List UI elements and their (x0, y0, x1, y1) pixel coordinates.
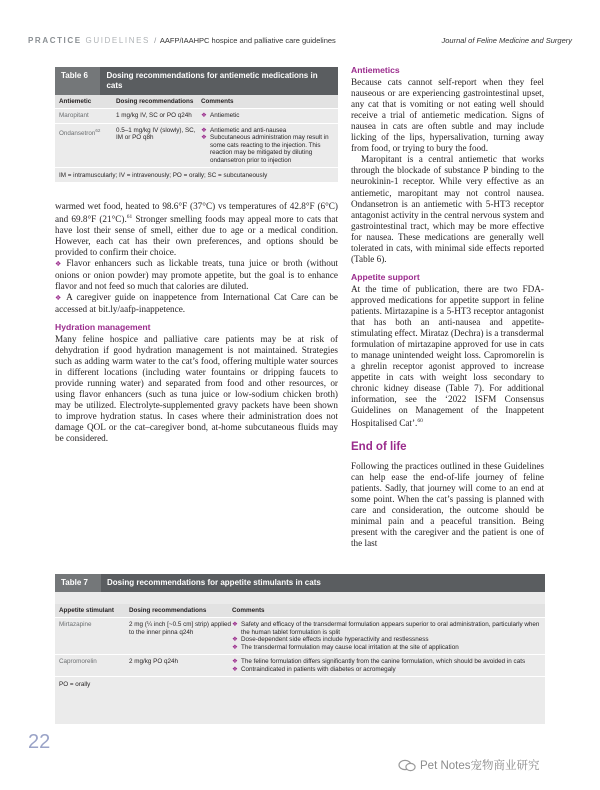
comments-cell (232, 658, 541, 673)
diamond-bullet-icon: ❖ (55, 260, 64, 269)
watermark-text: Pet Notes宠物商业研究 (420, 760, 540, 772)
drug-name: Mirtazapine (59, 621, 92, 628)
paragraph: Many feline hospice and palliative care patients may be at risk of dehydration if good hydration management is not maintained. Strategies such as adding warm water to the cat’s food, offering multiple water sources in different locations (including water fountains or dripping faucets to provide running water) and separated from food and other resources, or using flavor enhancers (such as tuna juice or low-sodium chicken broth) may be utilized. Electrolyte-supplemented gravy packets have been shown to improve hydration status. In cases where their administration does not damage QOL or the cat–caregiver bond, at-home subcutaneous fluids may be considered. (55, 333, 338, 443)
table-column-headers (55, 604, 545, 618)
drug-label: Ondansetron (59, 129, 96, 137)
table-column-headers (55, 95, 338, 109)
comment-text: Subcutaneous administration may result in some cats reacting to the injection. This reaction may be mitigated by diluting ondansetron prior to injection (210, 134, 329, 164)
comment-text: Contraindicated in patients with diabetes or acromegaly (241, 665, 396, 673)
left-column (55, 201, 338, 444)
bullet-paragraph (55, 258, 338, 292)
column-header: Dosing recommendations (129, 607, 207, 614)
table-number: Table 7 (55, 574, 101, 592)
diamond-bullet-icon: ❖ (232, 665, 238, 673)
running-header (28, 36, 572, 50)
table-row (55, 124, 338, 168)
table-spacer (55, 592, 545, 604)
column-header: Appetite stimulant (59, 607, 114, 614)
column-header: Dosing recommendations (116, 98, 194, 105)
comment-item (201, 134, 334, 164)
comment-text: Antiemetic and anti-nausea (210, 126, 287, 134)
header-separator: / (154, 36, 157, 45)
column-header: Antiemetic (59, 98, 92, 105)
table-6 (55, 67, 338, 182)
column-header: Comments (201, 98, 234, 105)
brand-light: GUIDELINES (85, 36, 150, 45)
diamond-bullet-icon: ❖ (55, 294, 64, 303)
comment-item (232, 666, 541, 674)
subheading-hydration: Hydration management (55, 321, 151, 332)
reference-sup: 60 (417, 418, 423, 425)
comment-text: Antiemetic (210, 112, 240, 119)
dose-cell: 1 mg/kg IV, SC or PO q24h (116, 112, 192, 119)
table-header (55, 67, 338, 95)
comment-item (201, 127, 334, 135)
comment-text: Safety and efficacy of the transdermal formulation appears superior to oral administration, particularly when the human tablet formulation is split (241, 621, 540, 636)
diamond-bullet-icon: ❖ (201, 126, 207, 134)
drug-name: Capromorelin (59, 658, 97, 665)
paragraph-text: At the time of publication, there are two FDA-approved medications for appetite support in feline patients. Mirtazapine is a 5-HT3 receptor antagonist that has both an anti-nausea and appetite-stimulating effect. Mirataz (Dechra) is a transdermal formulation of mirtazapine approved for use in cats to manage unintended weight loss. Capromorelin is a ghrelin receptor agonist approved to increase appetite in cats with weight loss secondary to chronic kidney disease (Table 7). For additional information, see the ‘2022 ISFM Consensus Guidelines on Management of the Inappetent Hospitalised Cat’. (351, 283, 544, 429)
table-header (55, 574, 545, 592)
bullet-text: Flavor enhancers such as lickable treats, tuna juice or broth (without onions or onion powder) may promote appetite, but the goal is to enhance flavor and not feed so much that calories are diluted. (55, 258, 338, 292)
section-brand (28, 36, 150, 45)
paragraph: Maropitant is a central antiemetic that works through the blockade of substance P binding to the neurokinin-1 receptor. While very effective as an antiemetic, maropitant may not control nausea. Ondansetron is an antiemetic with 5-HT3 receptor antagonist activity in the central nervous system and gastrointestinal tract, which may be more effective for nausea. These medications are generally well tolerated in cats, with minimal side effects reported (Table 6). (351, 154, 544, 264)
comments-cell (232, 621, 541, 651)
journal-name: Journal of Feline Medicine and Surgery (441, 36, 572, 45)
comment-text: The feline formulation differs significantly from the canine formulation, which should be avoided in cats (241, 658, 526, 665)
table-row (55, 655, 545, 677)
header-title: AAFP/IAAHPC hospice and palliative care guidelines (159, 36, 336, 45)
paragraph: Because cats cannot self-report when they feel nauseous or are experiencing gastrointestinal upset, any cat that is vomiting or not eating well should receive a trial of antiemetic medication. Signs of nausea in cats are often subtle and may include licking of the lips, hypersalivation, turning away from food, or trying to bury the food. (351, 77, 544, 154)
watermark (398, 757, 540, 773)
page-number: 22 (28, 731, 51, 753)
column-header: Comments (232, 607, 265, 614)
table-footnote: PO = orally (59, 681, 91, 688)
table-number: Table 6 (55, 67, 100, 95)
right-column (351, 65, 544, 549)
comments-cell (201, 127, 334, 165)
table-row (55, 618, 545, 655)
table-caption: Dosing recommendations for appetite stimulants in cats (107, 578, 321, 587)
drug-name (59, 127, 116, 165)
diamond-bullet-icon: ❖ (232, 636, 238, 643)
diamond-bullet-icon: ❖ (201, 112, 207, 119)
comment-text: The transdermal formulation may cause local irritation at the site of application (241, 643, 459, 651)
dose-cell: 2 mg (¼ inch [~0.5 cm] strip) applied to the inner pinna q24h (129, 621, 232, 636)
subheading-antiemetics: Antiemetics (351, 65, 400, 75)
diamond-bullet-icon: ❖ (232, 643, 238, 651)
bullet-paragraph (55, 292, 338, 315)
comments-cell (201, 112, 334, 120)
reference-sup: 61 (126, 214, 133, 221)
paragraph-text: Stronger smelling foods may appeal more to cats that have lost their sense of smell, either due to age or a medical condition. However, each cat has their own preferences, and options should be provided to confirm their choice. (55, 214, 338, 258)
diamond-bullet-icon: ❖ (232, 658, 238, 665)
paragraph (55, 201, 338, 258)
dose-cell: 2 mg/kg PO q24h (129, 658, 179, 665)
bullet-text: A caregiver guide on inappetence from International Cat Care can be accessed at bit.ly/aafp-inappetence. (55, 292, 338, 315)
comment-item (232, 621, 541, 636)
subheading-appetite: Appetite support (351, 271, 420, 282)
brand-strong: PRACTICE (28, 36, 82, 45)
section-heading-end-of-life: End of life (351, 440, 407, 453)
paragraph (351, 284, 544, 430)
paragraph-text: warmed wet food, heated to 98.6°F (37°C) vs temperatures of 42.8°F (6°C) and 69.8°F (21°C). (55, 201, 338, 225)
diamond-bullet-icon: ❖ (201, 134, 207, 141)
chat-bubbles-icon (398, 759, 416, 772)
table-row (55, 109, 338, 124)
comment-item (232, 636, 541, 644)
diamond-bullet-icon: ❖ (232, 621, 238, 628)
table-7 (55, 574, 545, 724)
table-footnote: IM = intramuscularly; IV = intravenously; PO = orally; SC = subcutaneously (55, 167, 338, 184)
comment-item (201, 112, 334, 120)
drug-name: Maropitant (59, 112, 89, 119)
comment-item (232, 644, 541, 652)
paragraph: Following the practices outlined in these Guidelines can help ease the end-of-life journey of feline patients. Sadly, that journey will come to an end at some point. When the cat’s passing is planned with care and consideration, the outcome should be minimal pain and a peaceful transition. Being present with the caregiver and the patient is one of the last (351, 460, 544, 548)
comment-item (232, 658, 541, 666)
dose-cell: 0.5–1 mg/kg IV (slowly), SC, IM or PO q8h (116, 126, 196, 141)
comment-text: Dose-dependent side effects include hyperactivity and restlessness (241, 636, 429, 643)
table-caption: Dosing recommendations for antiemetic medications in cats (106, 71, 318, 90)
reference-sup: 62 (95, 127, 101, 133)
